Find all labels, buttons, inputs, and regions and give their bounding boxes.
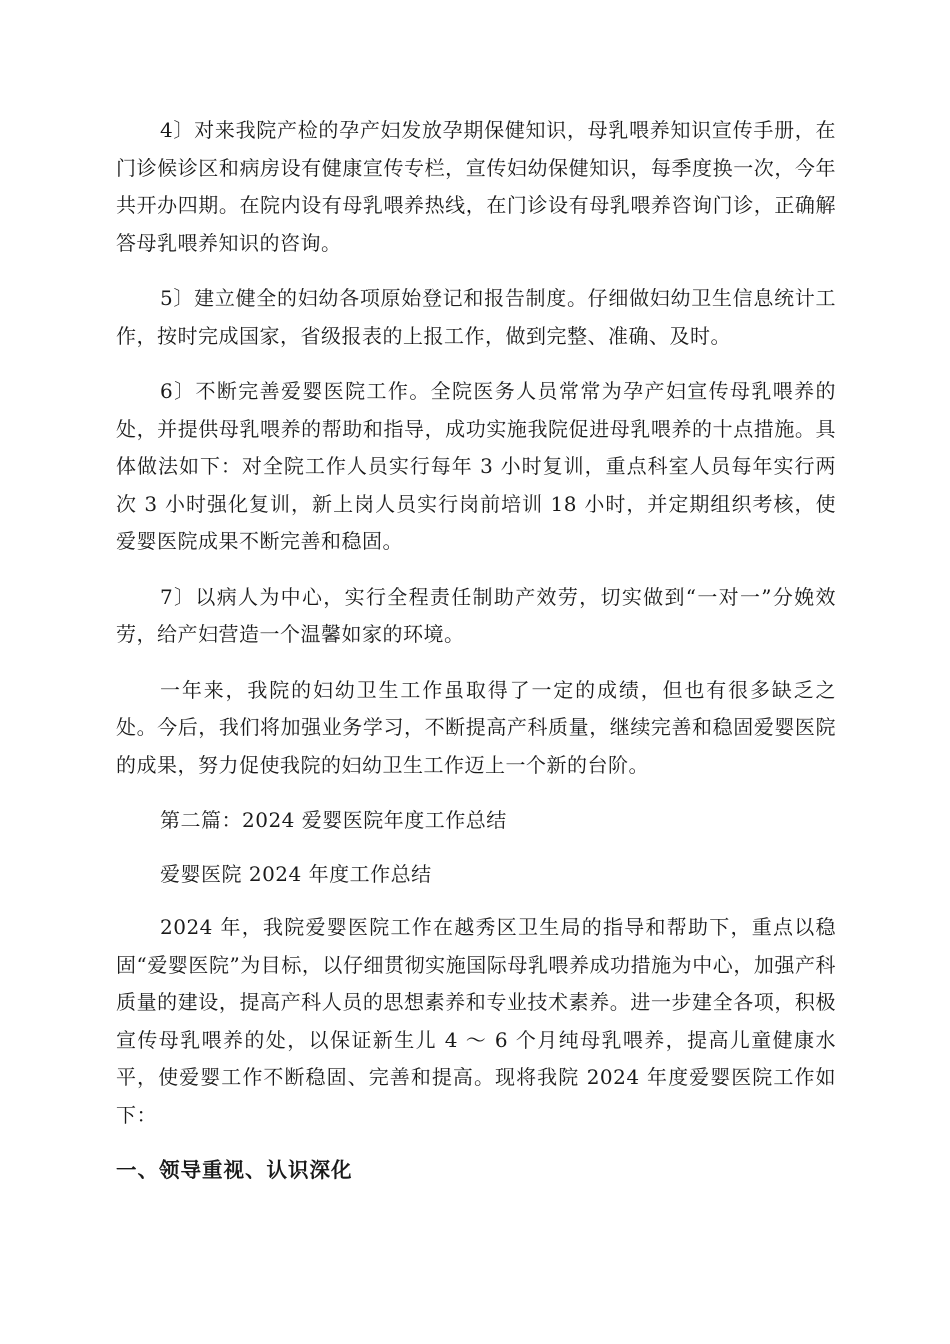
document-subtitle: 爱婴医院 2024 年度工作总结 bbox=[160, 861, 432, 886]
paragraph-item-7: 7〕以病人为中心，实行全程责任制助产效劳，切实做到“一对一”分娩效劳，给产妇营造一个温馨如家的环境。 bbox=[116, 584, 836, 646]
paragraph-item-4: 4〕对来我院产检的孕产妇发放孕期保健知识，母乳喂养知识宣传手册，在门诊候诊区和病房设有健康宣传专栏，宣传妇幼保健知识，每季度换一次，今年共开办四期。在院内设有母乳喂养热线，在门诊设有母乳喂养咨询门诊，正确解答母乳喂养知识的咨询。 bbox=[116, 118, 836, 255]
section-heading-leadership: 一、领导重视、认识深化 bbox=[116, 1158, 353, 1182]
paragraph-item-6: 6〕不断完善爱婴医院工作。全院医务人员常常为孕产妇宣传母乳喂养的处，并提供母乳喂养的帮助和指导，成功实施我院促进母乳喂养的十点措施。具体做法如下：对全院工作人员实行每年 3 小时复训，重点科室人员每年实行两次 3 小时强化复训，新上岗人员实行岗前培训 18 小时，并定期组织考核，使爱婴医院成果不断完善和稳固。 bbox=[116, 379, 836, 553]
paragraph-summary: 一年来，我院的妇幼卫生工作虽取得了一定的成绩，但也有很多缺乏之处。今后，我们将加强业务学习，不断提高产科质量，继续完善和稳固爱婴医院的成果，努力促使我院的妇幼卫生工作迈上一个新的台阶。 bbox=[116, 677, 836, 777]
paragraph-intro-2024: 2024 年，我院爱婴医院工作在越秀区卫生局的指导和帮助下，重点以稳固“爱婴医院”为目标，以仔细贯彻实施国际母乳喂养成功措施为中心，加强产科质量的建设，提高产科人员的思想素养和专业技术素养。进一步建全各项，积极宣传母乳喂养的处，以保证新生儿 4 ～ 6 个月纯母乳喂养，提高儿童健康水平，使爱婴工作不断稳固、完善和提高。现将我院 2024 年度爱婴医院工作如下： bbox=[116, 915, 836, 1127]
paragraph-item-5: 5〕建立健全的妇幼各项原始登记和报告制度。仔细做妇幼卫生信息统计工作，按时完成国家，省级报表的上报工作，做到完整、准确、及时。 bbox=[116, 286, 836, 348]
document-body bbox=[116, 112, 836, 1189]
section-title-part-two: 第二篇：2024 爱婴医院年度工作总结 bbox=[160, 808, 507, 832]
